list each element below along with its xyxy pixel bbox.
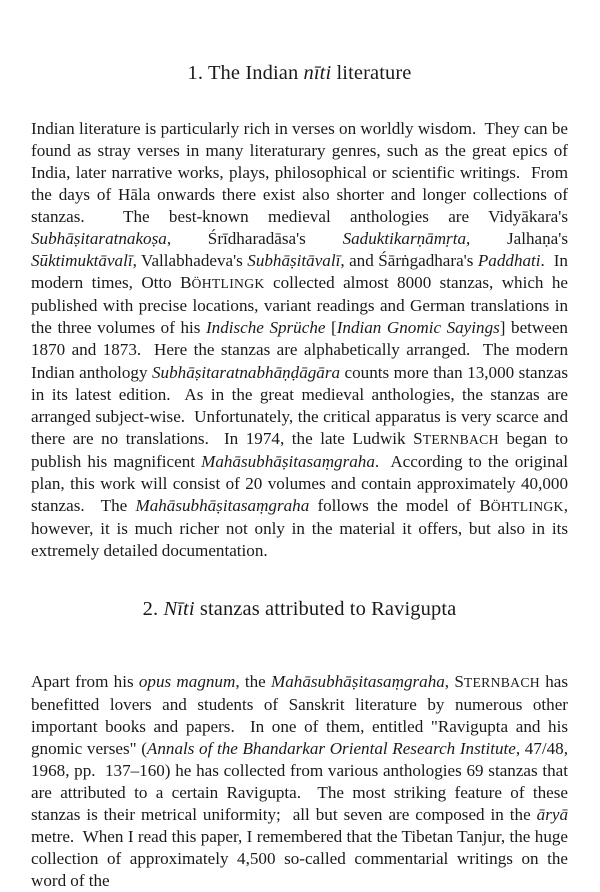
italic-title: Mahāsubhāṣitasaṃgraha (201, 451, 375, 471)
italic-title: Subhāṣitaratnakoṣa (31, 229, 167, 249)
small-caps-name: STERNBACH (413, 428, 499, 448)
section-1-heading-text-before: The Indian (207, 62, 304, 84)
section-2-number: 2. (142, 598, 159, 620)
section-2-paragraph: Apart from his opus magnum, the Mahāsubhāṣitasaṃgraha, STERNBACH has benefitted lovers and students of Sanskrit literature by numerous other important books and papers. In one of them, entitled "Ravigupta and his gnomic verses" (Annals of the Bhandarkar Oriental Research Institute, 47/48, 1968, pp. 137–160) he has collected from various anthologies 69 stanzas that are attributed to a certain Ravigupta. The most striking feature of these stanzas is their metrical uniformity; all but seven are composed in the āryā metre. When I read this paper, I remembered that the Tibetan Tanjur, the huge collection of approximately 4,500 so-called commentarial writings on the word of the (31, 672, 568, 891)
small-caps-name: BÖHTLINGK (180, 273, 265, 293)
section-1-heading-wrap (31, 62, 568, 86)
italic-title: Saduktikarṇāmṛta (342, 229, 467, 249)
italic-title: Indische Sprüche (205, 318, 326, 338)
italic-title: Annals of the Bhandarkar Oriental Research Institute (146, 739, 516, 759)
section-1-number: 1. (187, 62, 204, 84)
italic-title: Mahāsubhāṣitasaṃgraha (135, 495, 310, 515)
section-2-heading-text-after: stanzas attributed to Ravigupta (194, 598, 457, 620)
italic-title: Sūktimuktāvalī (31, 251, 133, 271)
italic-title: āryā (536, 805, 568, 825)
italic-title: Subhāṣitāvalī (247, 251, 341, 271)
section-1-heading (31, 62, 568, 86)
section-1-paragraph: Indian literature is particularly rich in verses on worldly wisdom. They can be found as stray verses in many literaturary genres, such as the great epics of India, later narrative works, plays, philosophical or scientific writings. From the days of Hāla onwards there exist also shorter and longer collections of stanzas. The best-known medieval anthologies are Vidyākara's Subhāṣitaratnakoṣa, Śrīdharadāsa's Saduktikarṇāmṛta, Jalhaṇa's Sūktimuktāvalī, Vallabhadeva's Subhāṣitāvalī, and Śārṅgadhara's Paddhati. In modern times, Otto BÖHTLINGK collected almost 8000 stanzas, which he published with precise locations, variant readings and German translations in the three volumes of his Indische Sprüche [Indian Gnomic Sayings] between 1870 and 1873. Here the stanzas are alphabetically arranged. The modern Indian anthology Subhāṣitaratnabhāṇḍāgāra counts more than 13,000 stanzas in its latest edition. As in the great medieval anthologies, the stanzas are arranged subject-wise. Unfortunately, the critical apparatus is very scarce and there are no translations. In 1974, the late Ludwik STERNBACH began to publish his magnificent Mahāsubhāṣitasaṃgraha. According to the original plan, this work will consist of 20 volumes and contain approximately 40,000 stanzas. The Mahāsubhāṣitasaṃgraha follows the model of BÖHTLINGK, however, it is much richer not only in the material it offers, but also in its extremely detailed documentation. (31, 119, 569, 560)
section-2-heading (31, 598, 568, 622)
section-2-heading-italic: Nīti (163, 598, 195, 620)
section-1-heading-text-after: literature (331, 62, 412, 84)
italic-title: Subhāṣitaratnabhāṇḍāgāra (152, 362, 341, 382)
small-caps-name: STERNBACH (454, 672, 540, 691)
italic-title: opus magnum (138, 672, 236, 691)
small-caps-name: BÖHTLINGK (479, 495, 564, 515)
section-2-heading-wrap (31, 598, 568, 622)
italic-title: Paddhati (477, 251, 541, 271)
italic-title: Indian Gnomic Sayings (336, 318, 500, 338)
italic-title: Mahāsubhāṣitasaṃgraha (270, 672, 445, 691)
section-1-heading-italic: nīti (303, 62, 332, 84)
section-1-paragraph-wrap (31, 118, 568, 562)
section-2-paragraph-wrap (31, 671, 568, 892)
